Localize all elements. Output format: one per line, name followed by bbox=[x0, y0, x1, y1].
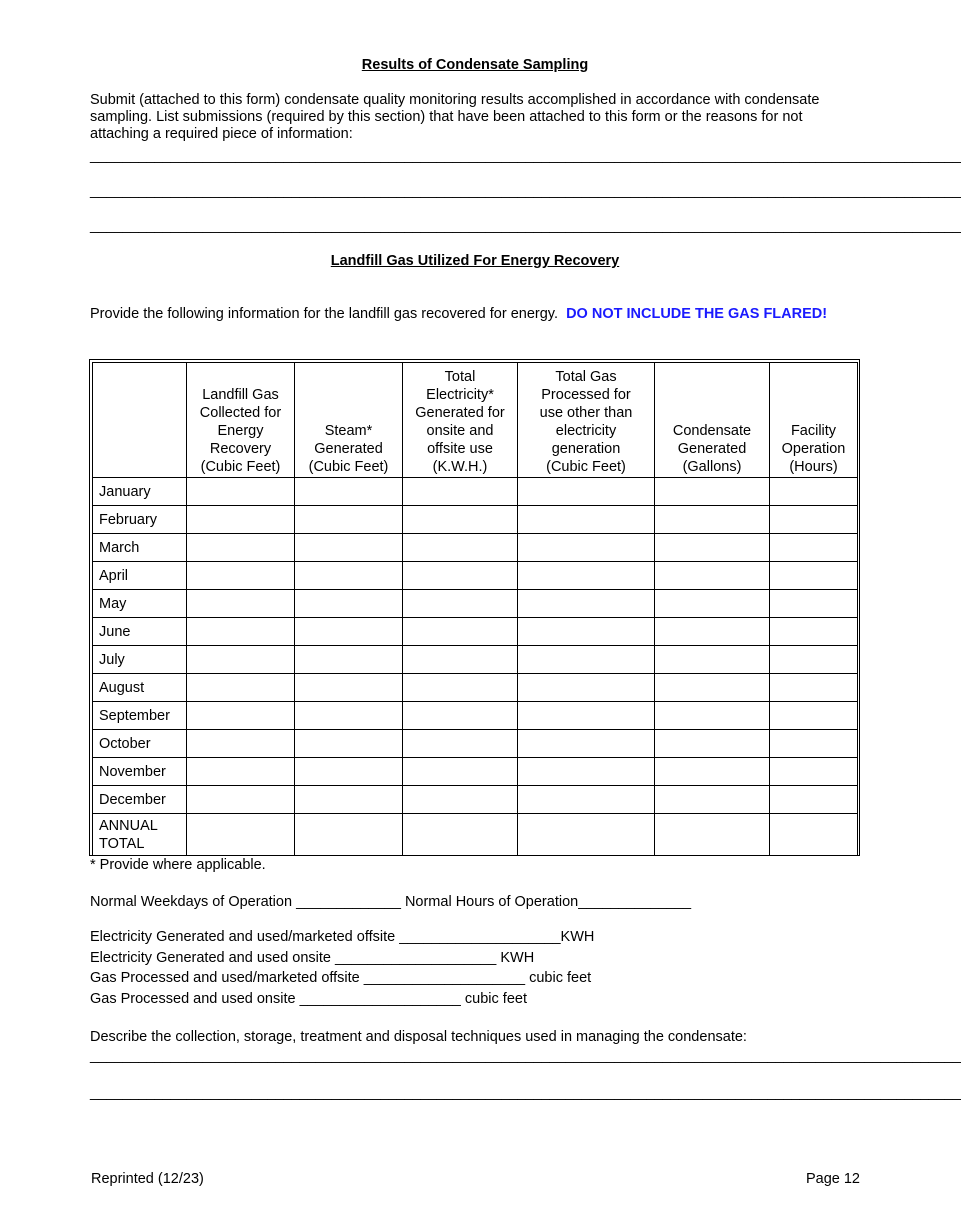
table-cell[interactable] bbox=[295, 506, 403, 534]
table-cell[interactable] bbox=[295, 702, 403, 730]
header-electricity-generated: Total Electricity* Generated for onsite and offsite use (K.W.H.) bbox=[403, 363, 518, 478]
condensate-instructions: Submit (attached to this form) condensate quality monitoring results accomplished in accordance with condensate sampling. List submissions (required by this section) that have been attached to this form or the reasons for not attaching a required piece of information: bbox=[90, 92, 820, 142]
elec-offsite-field[interactable]: ____________________ bbox=[399, 929, 561, 945]
gas-offsite-unit: cubic feet bbox=[529, 970, 592, 986]
table-cell[interactable] bbox=[655, 646, 770, 674]
elec-onsite-field[interactable]: ____________________ bbox=[335, 950, 497, 966]
table-cell[interactable] bbox=[770, 534, 858, 562]
table-row bbox=[93, 590, 858, 618]
table-cell[interactable] bbox=[187, 758, 295, 786]
table-row bbox=[93, 646, 858, 674]
month-label: March bbox=[93, 534, 187, 562]
table-cell[interactable] bbox=[295, 562, 403, 590]
table-row bbox=[93, 758, 858, 786]
table-cell[interactable] bbox=[770, 562, 858, 590]
table-cell[interactable] bbox=[295, 618, 403, 646]
table-cell[interactable] bbox=[655, 562, 770, 590]
condensate-answer-line-1[interactable]: ____________________________________________________________________________________________________________ bbox=[90, 148, 961, 164]
elec-offsite-unit: KWH bbox=[560, 929, 595, 945]
table-cell[interactable] bbox=[655, 618, 770, 646]
table-cell[interactable] bbox=[770, 646, 858, 674]
table-cell[interactable] bbox=[403, 674, 518, 702]
table-cell[interactable] bbox=[655, 814, 770, 856]
table-cell[interactable] bbox=[187, 618, 295, 646]
table-footnote: * Provide where applicable. bbox=[90, 857, 266, 873]
table-cell[interactable] bbox=[403, 814, 518, 856]
table-cell[interactable] bbox=[518, 618, 655, 646]
table-cell[interactable] bbox=[295, 730, 403, 758]
header-month bbox=[93, 363, 187, 478]
table-cell[interactable] bbox=[295, 786, 403, 814]
table-cell[interactable] bbox=[403, 478, 518, 506]
page-number: Page 12 bbox=[805, 1171, 860, 1187]
table-cell[interactable] bbox=[518, 674, 655, 702]
gas-offsite-line bbox=[90, 968, 591, 988]
table-row bbox=[93, 562, 858, 590]
weekdays-label: Normal Weekdays of Operation bbox=[90, 894, 293, 910]
table-cell[interactable] bbox=[295, 814, 403, 856]
table-cell[interactable] bbox=[403, 618, 518, 646]
hours-label: Normal Hours of Operation bbox=[404, 894, 579, 910]
gas-onsite-line bbox=[90, 989, 527, 1009]
table-row bbox=[93, 702, 858, 730]
table-cell[interactable] bbox=[295, 758, 403, 786]
table-cell[interactable] bbox=[187, 590, 295, 618]
energy-instructions bbox=[90, 306, 850, 323]
header-facility-operation: Facility Operation (Hours) bbox=[770, 363, 858, 478]
gas-onsite-unit: cubic feet bbox=[464, 991, 527, 1007]
month-label: January bbox=[93, 478, 187, 506]
table-cell[interactable] bbox=[770, 478, 858, 506]
table-cell[interactable] bbox=[518, 758, 655, 786]
table-cell[interactable] bbox=[655, 758, 770, 786]
table-row bbox=[93, 478, 858, 506]
table-cell[interactable] bbox=[770, 618, 858, 646]
header-steam-generated: Steam* Generated (Cubic Feet) bbox=[295, 363, 403, 478]
table-row bbox=[93, 730, 858, 758]
month-label: December bbox=[93, 786, 187, 814]
table-cell[interactable] bbox=[518, 702, 655, 730]
gas-offsite-field[interactable]: ____________________ bbox=[363, 970, 526, 986]
disposal-answer-line-2[interactable]: ____________________________________________________________________________________________________________ bbox=[90, 1085, 961, 1101]
month-label: February bbox=[93, 506, 187, 534]
table-cell[interactable] bbox=[518, 562, 655, 590]
table-cell[interactable] bbox=[770, 786, 858, 814]
table-cell[interactable] bbox=[187, 702, 295, 730]
energy-recovery-table bbox=[92, 362, 858, 856]
reprinted-date: Reprinted (12/23) bbox=[91, 1171, 204, 1187]
table-cell[interactable] bbox=[518, 814, 655, 856]
table-cell[interactable] bbox=[403, 562, 518, 590]
disposal-prompt: Describe the collection, storage, treatment and disposal techniques used in managing the condensate: bbox=[90, 1029, 747, 1045]
table-cell[interactable] bbox=[770, 702, 858, 730]
elec-onsite-unit: KWH bbox=[500, 950, 535, 966]
table-cell[interactable] bbox=[295, 534, 403, 562]
month-label: July bbox=[93, 646, 187, 674]
weekdays-field[interactable]: _____________ bbox=[296, 894, 401, 910]
disposal-answer-line-1[interactable]: ____________________________________________________________________________________________________________ bbox=[90, 1048, 961, 1064]
elec-onsite-line bbox=[90, 948, 534, 968]
table-cell[interactable] bbox=[403, 758, 518, 786]
table-cell[interactable] bbox=[187, 786, 295, 814]
table-cell[interactable] bbox=[403, 702, 518, 730]
month-label: September bbox=[93, 702, 187, 730]
month-label: May bbox=[93, 590, 187, 618]
table-cell[interactable] bbox=[655, 674, 770, 702]
elec-offsite-label: Electricity Generated and used/marketed offsite bbox=[90, 929, 396, 945]
table-row bbox=[93, 674, 858, 702]
header-condensate-generated: Condensate Generated (Gallons) bbox=[655, 363, 770, 478]
table-header-row bbox=[93, 363, 858, 478]
annual-total-label: ANNUAL TOTAL bbox=[93, 814, 187, 856]
table-row bbox=[93, 786, 858, 814]
elec-offsite-line bbox=[90, 927, 594, 947]
table-cell[interactable] bbox=[403, 506, 518, 534]
table-cell[interactable] bbox=[518, 534, 655, 562]
table-cell[interactable] bbox=[295, 674, 403, 702]
table-cell[interactable] bbox=[187, 730, 295, 758]
table-cell[interactable] bbox=[770, 590, 858, 618]
table-cell[interactable] bbox=[655, 478, 770, 506]
condensate-answer-line-2[interactable]: ____________________________________________________________________________________________________________ bbox=[90, 183, 961, 199]
elec-onsite-label: Electricity Generated and used onsite bbox=[90, 950, 331, 966]
table-cell[interactable] bbox=[655, 786, 770, 814]
table-cell[interactable] bbox=[770, 506, 858, 534]
gas-onsite-field[interactable]: ____________________ bbox=[299, 991, 461, 1007]
table-cell[interactable] bbox=[403, 534, 518, 562]
table-cell[interactable] bbox=[770, 758, 858, 786]
hours-field[interactable]: ______________ bbox=[578, 894, 692, 910]
table-cell[interactable] bbox=[655, 506, 770, 534]
table-cell[interactable] bbox=[295, 590, 403, 618]
table-cell[interactable] bbox=[770, 674, 858, 702]
table-cell[interactable] bbox=[187, 814, 295, 856]
table-cell[interactable] bbox=[403, 730, 518, 758]
condensate-section-title: Results of Condensate Sampling bbox=[361, 57, 589, 73]
table-cell[interactable] bbox=[518, 506, 655, 534]
table-cell[interactable] bbox=[187, 674, 295, 702]
table-cell[interactable] bbox=[403, 646, 518, 674]
table-cell[interactable] bbox=[655, 590, 770, 618]
table-cell[interactable] bbox=[187, 562, 295, 590]
energy-instructions-text: Provide the following information for the landfill gas recovered for energy. bbox=[90, 306, 559, 322]
table-cell[interactable] bbox=[770, 730, 858, 758]
energy-section-title: Landfill Gas Utilized For Energy Recovery bbox=[330, 253, 620, 269]
table-cell[interactable] bbox=[403, 590, 518, 618]
table-cell[interactable] bbox=[518, 590, 655, 618]
gas-offsite-label: Gas Processed and used/marketed offsite bbox=[90, 970, 360, 986]
table-cell[interactable] bbox=[770, 814, 858, 856]
gas-onsite-label: Gas Processed and used onsite bbox=[90, 991, 296, 1007]
month-label: April bbox=[93, 562, 187, 590]
table-cell[interactable] bbox=[295, 478, 403, 506]
table-cell[interactable] bbox=[187, 478, 295, 506]
table-row bbox=[93, 534, 858, 562]
energy-table-frame bbox=[89, 359, 860, 856]
table-cell[interactable] bbox=[403, 786, 518, 814]
table-cell[interactable] bbox=[518, 646, 655, 674]
month-label: June bbox=[93, 618, 187, 646]
table-cell[interactable] bbox=[518, 786, 655, 814]
header-gas-collected: Landfill Gas Collected for Energy Recovery (Cubic Feet) bbox=[187, 363, 295, 478]
table-cell[interactable] bbox=[295, 646, 403, 674]
header-gas-processed: Total Gas Processed for use other than electricity generation (Cubic Feet) bbox=[518, 363, 655, 478]
month-label: August bbox=[93, 674, 187, 702]
month-label: October bbox=[93, 730, 187, 758]
table-row bbox=[93, 618, 858, 646]
table-cell[interactable] bbox=[187, 506, 295, 534]
table-row bbox=[93, 506, 858, 534]
table-cell[interactable] bbox=[655, 702, 770, 730]
month-label: November bbox=[93, 758, 187, 786]
table-cell[interactable] bbox=[187, 534, 295, 562]
flared-warning: DO NOT INCLUDE THE GAS FLARED! bbox=[566, 306, 828, 322]
table-cell[interactable] bbox=[187, 646, 295, 674]
annual-total-row bbox=[93, 814, 858, 856]
table-cell[interactable] bbox=[518, 730, 655, 758]
table-cell[interactable] bbox=[655, 730, 770, 758]
table-cell[interactable] bbox=[655, 534, 770, 562]
operation-line bbox=[90, 892, 691, 912]
table-cell[interactable] bbox=[518, 478, 655, 506]
condensate-answer-line-3[interactable]: ____________________________________________________________________________________________________________ bbox=[90, 218, 961, 234]
